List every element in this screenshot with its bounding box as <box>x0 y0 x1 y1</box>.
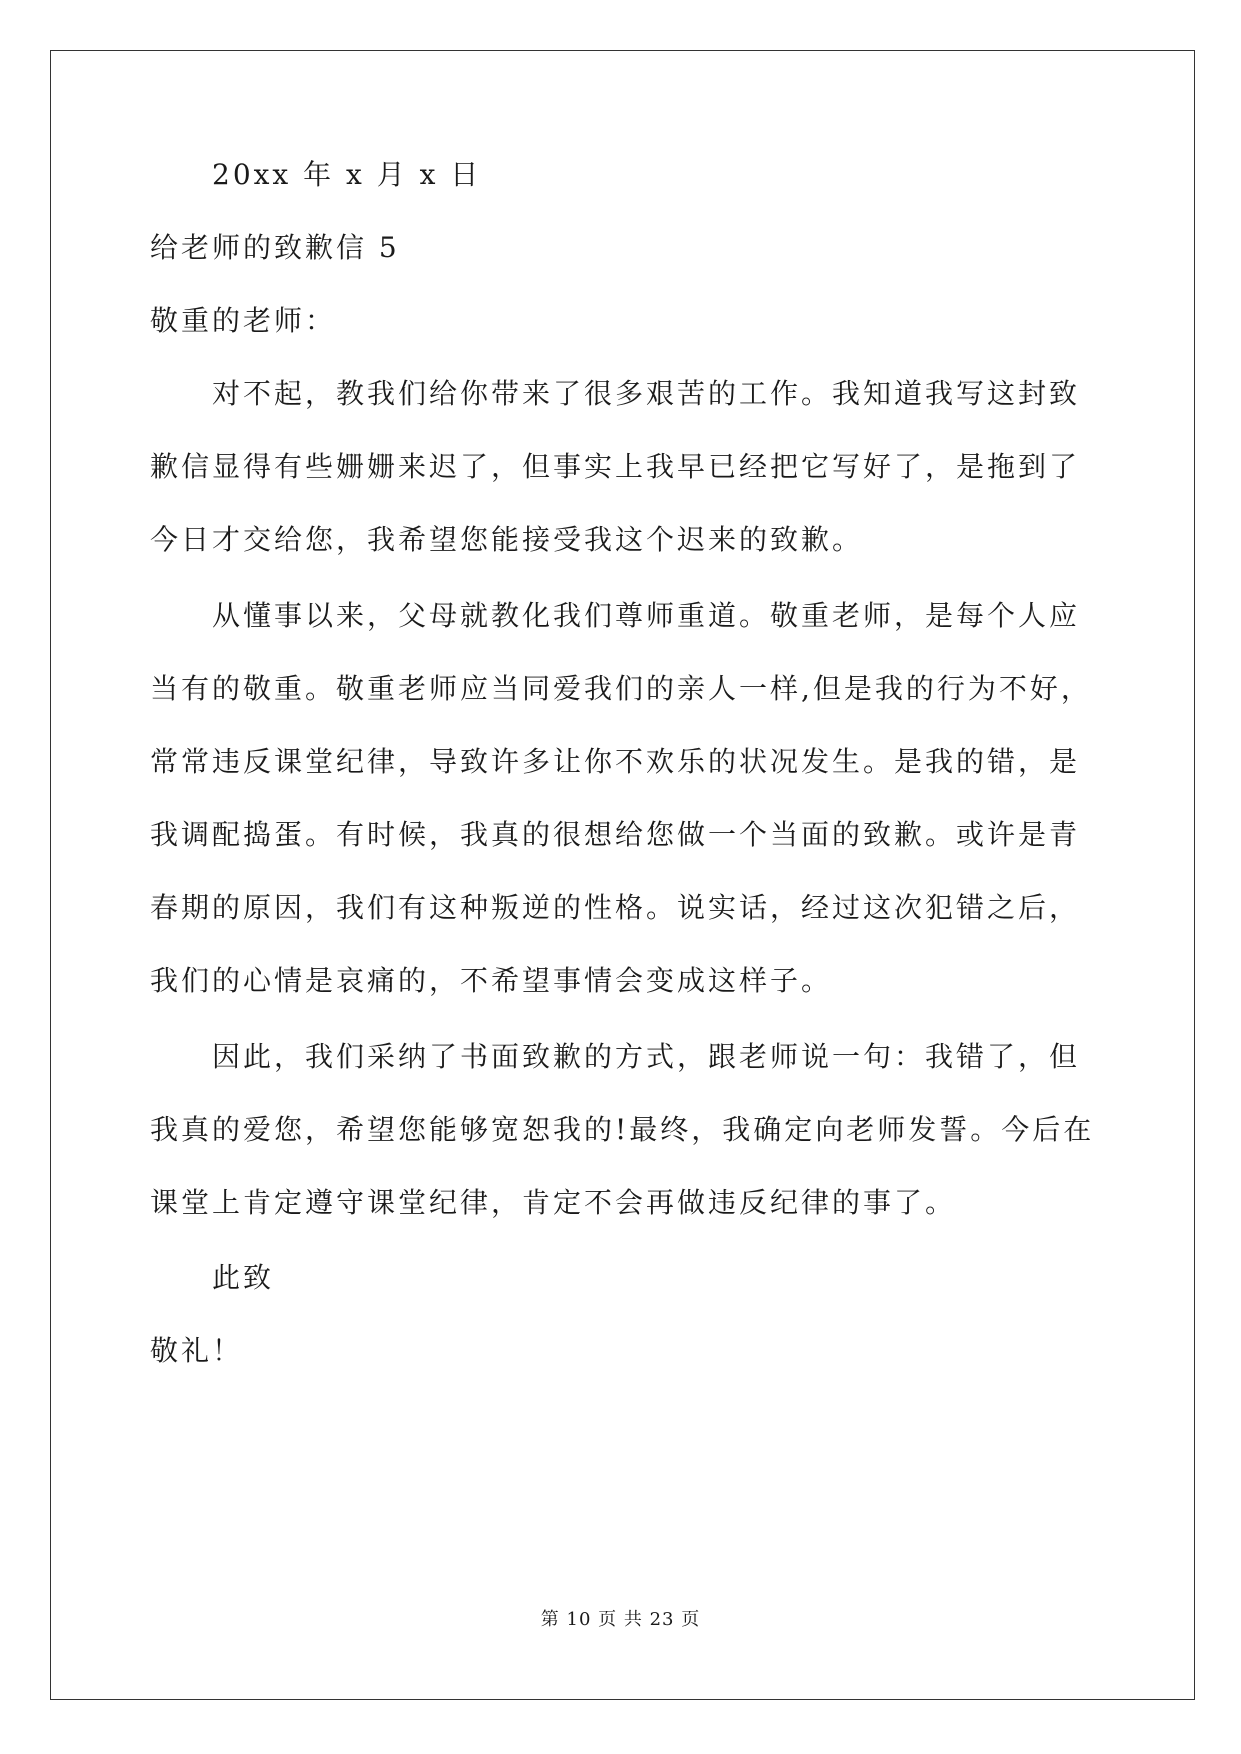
paragraph-2-line-3: 常常违反课堂纪律，导致许多让你不欢乐的状况发生。是我的错，是 <box>150 745 1081 778</box>
salutation: 敬重的老师： <box>150 304 337 337</box>
page-border <box>50 50 1195 1700</box>
paragraph-3-line-3: 课堂上肯定遵守课堂纪律，肯定不会再做违反纪律的事了。 <box>150 1186 957 1219</box>
date-line: 20xx 年 x 月 x 日 <box>212 158 482 191</box>
paragraph-1-line-3: 今日才交给您，我希望您能接受我这个迟来的致歉。 <box>150 523 864 556</box>
paragraph-3-line-2: 我真的爱您，希望您能够宽恕我的!最终，我确定向老师发誓。今后在 <box>150 1113 1095 1146</box>
paragraph-2-line-6: 我们的心情是哀痛的，不希望事情会变成这样子。 <box>150 964 833 997</box>
paragraph-2-line-4: 我调配捣蛋。有时候，我真的很想给您做一个当面的致歉。或许是青 <box>150 818 1081 851</box>
paragraph-2-line-5: 春期的原因，我们有这种叛逆的性格。说实话，经过这次犯错之后， <box>150 891 1081 924</box>
paragraph-2-line-1: 从懂事以来，父母就教化我们尊师重道。敬重老师，是每个人应 <box>212 599 1081 632</box>
paragraph-3-line-1: 因此，我们采纳了书面致歉的方式，跟老师说一句：我错了，但 <box>212 1040 1081 1073</box>
letter-title: 给老师的致歉信 5 <box>150 231 400 264</box>
paragraph-2-line-2: 当有的敬重。敬重老师应当同爱我们的亲人一样,但是我的行为不好， <box>150 672 1092 705</box>
paragraph-1-line-1: 对不起，教我们给你带来了很多艰苦的工作。我知道我写这封致 <box>212 377 1081 410</box>
page-number: 第 10 页 共 23 页 <box>540 1609 701 1630</box>
closing-line-2: 敬礼！ <box>150 1334 244 1367</box>
closing-line-1: 此致 <box>212 1261 275 1294</box>
paragraph-1-line-2: 歉信显得有些姗姗来迟了，但事实上我早已经把它写好了，是拖到了 <box>150 450 1081 483</box>
